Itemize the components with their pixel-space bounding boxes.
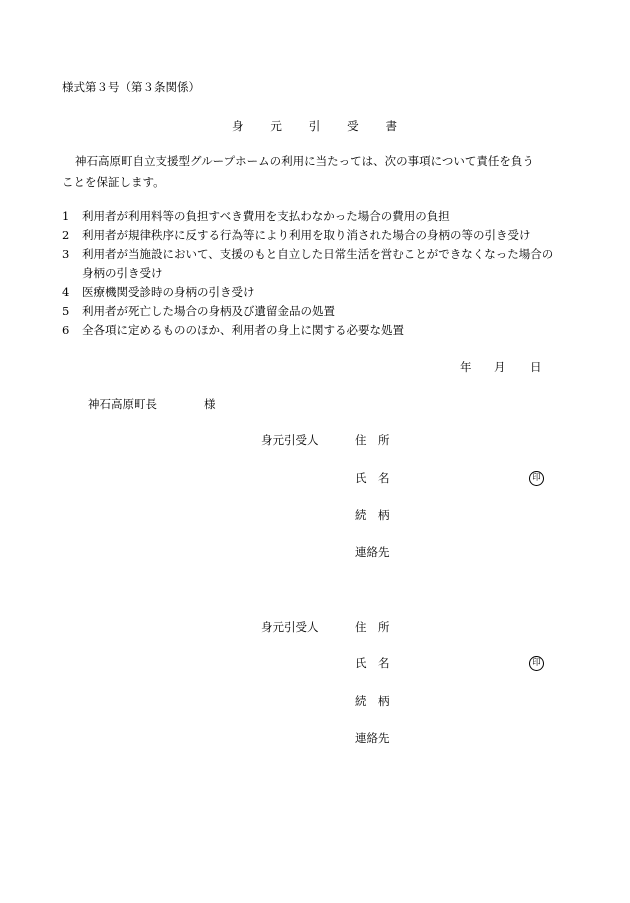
address-label: 住 所 (355, 620, 390, 634)
clause-number: 3 (62, 247, 70, 261)
clause-6 (62, 325, 404, 337)
contact-label: 連絡先 (355, 731, 390, 745)
clause-5 (62, 306, 335, 318)
relationship-label: 続 柄 (355, 694, 390, 708)
title-char: 元 (270, 119, 282, 133)
intro-line-2: ことを保証します。 (62, 175, 165, 189)
clause-3 (62, 249, 553, 261)
title-char: 受 (347, 119, 359, 133)
clause-number: 1 (62, 209, 70, 223)
name-label: 氏 名 (355, 471, 390, 485)
clause-text: 利用者が当施設において、支援のもと自立した日常生活を営むことができなくなった場合の (82, 247, 554, 261)
date-month-label: 月 (494, 360, 506, 374)
seal-mark: 印 (529, 656, 544, 671)
guarantor-label: 身元引受人 (261, 433, 319, 447)
address-label: 住 所 (355, 433, 390, 447)
clause-2 (62, 230, 531, 242)
form-number: 様式第３号（第３条関係） (62, 80, 200, 94)
title-char: 引 (308, 119, 321, 133)
intro-line-1: 神石高原町自立支援型グループホームの利用に当たっては、次の事項について責任を負う (75, 154, 534, 168)
clause-text: 医療機関受診時の身柄の引き受け (82, 285, 255, 299)
guarantor-label: 身元引受人 (261, 620, 319, 634)
relationship-label: 続 柄 (355, 508, 390, 522)
addressee-name: 神石高原町長 (88, 397, 157, 411)
addressee-honorific: 様 (204, 397, 216, 411)
seal-mark: 印 (529, 471, 544, 486)
document-title (232, 121, 397, 133)
clause-text: 利用者が規律秩序に反する行為等により利用を取り消された場合の身柄の等の引き受け (82, 228, 531, 242)
title-char: 身 (232, 119, 244, 133)
clause-text: 全各項に定めるもののほか、利用者の身上に関する必要な処置 (82, 323, 404, 337)
title-char: 書 (385, 119, 397, 133)
date-day-label: 日 (530, 360, 542, 374)
date-year-label: 年 (460, 360, 472, 374)
clause-text: 利用者が死亡した場合の身柄及び遺留金品の処置 (82, 304, 335, 318)
clause-number: 5 (62, 304, 70, 318)
contact-label: 連絡先 (355, 545, 390, 559)
clause-number: 2 (62, 228, 70, 242)
clause-number: 6 (62, 323, 70, 337)
addressee (88, 397, 216, 411)
clause-4 (62, 287, 255, 299)
name-label: 氏 名 (355, 656, 390, 670)
clause-3-continuation: 身柄の引き受け (82, 266, 163, 280)
clause-1 (62, 211, 450, 223)
clause-text: 利用者が利用料等の負担すべき費用を支払わなかった場合の費用の負担 (82, 209, 450, 223)
clause-number: 4 (62, 285, 70, 299)
